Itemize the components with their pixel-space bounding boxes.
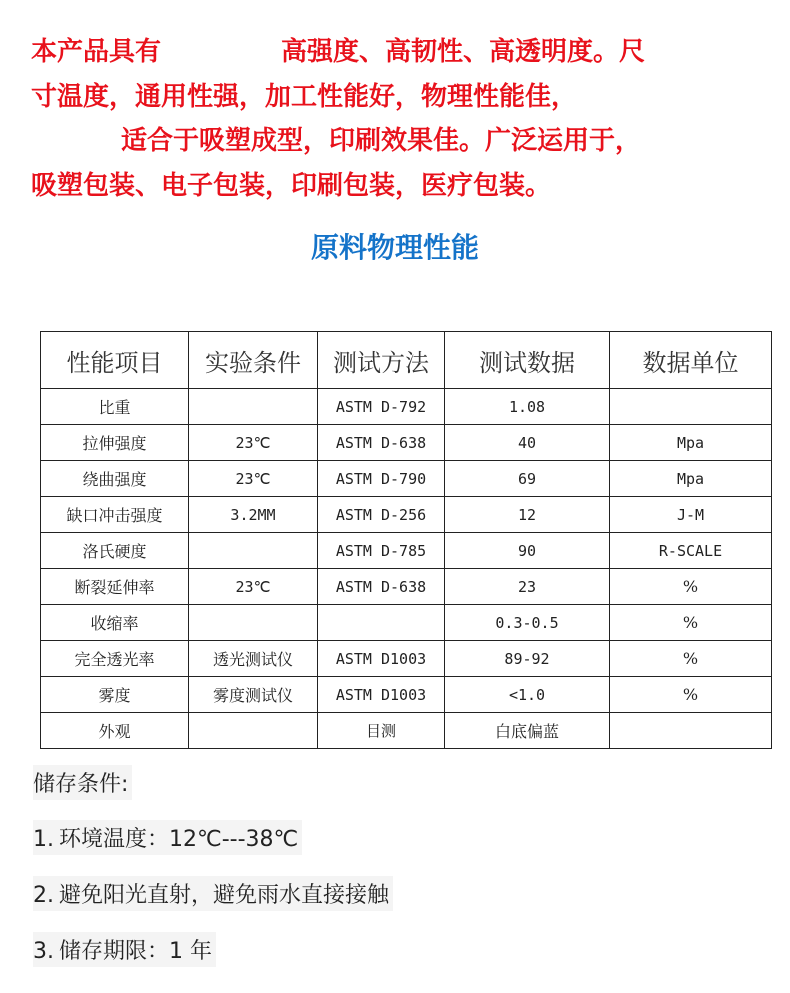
cell-condition: 雾度测试仪: [189, 677, 318, 713]
storage-item-number: 3.: [33, 939, 54, 964]
cell-condition: 3.2MM: [189, 497, 318, 533]
intro-line-3-text: 适合于吸塑成型，印刷效果佳。广泛运用于，: [121, 126, 642, 156]
cell-value: 90: [445, 533, 610, 569]
cell-property: 绕曲强度: [41, 461, 189, 497]
cell-property: 完全透光率: [41, 641, 189, 677]
cell-condition: [189, 713, 318, 749]
cell-method: ASTM D-792: [318, 389, 445, 425]
intro-line-4: 吸塑包装、电子包装，印刷包装，医疗包装。: [31, 170, 552, 201]
storage-item: [33, 820, 302, 855]
storage-item-text: 环境温度：12℃---38℃: [59, 827, 299, 852]
header-property: 性能项目: [41, 332, 189, 389]
cell-condition: 23℃: [189, 569, 318, 605]
cell-value: 白底偏蓝: [445, 713, 610, 749]
cell-unit: Mpa: [610, 461, 772, 497]
table-row: [41, 389, 772, 425]
properties-table: [40, 331, 772, 749]
cell-unit: Mpa: [610, 425, 772, 461]
table-row: [41, 569, 772, 605]
cell-unit: [610, 713, 772, 749]
cell-unit: R-SCALE: [610, 533, 772, 569]
cell-condition: 23℃: [189, 425, 318, 461]
cell-condition: 透光测试仪: [189, 641, 318, 677]
cell-method: [318, 605, 445, 641]
cell-method: ASTM D-638: [318, 569, 445, 605]
cell-value: 1.08: [445, 389, 610, 425]
storage-item-text: 储存期限：1 年: [59, 939, 212, 964]
cell-unit: %: [610, 677, 772, 713]
intro-line-1a: 本产品具有: [31, 37, 162, 67]
section-title: 原料物理性能: [310, 231, 479, 264]
storage-item-number: 2.: [33, 883, 54, 908]
cell-unit: J-M: [610, 497, 772, 533]
cell-unit: %: [610, 641, 772, 677]
cell-condition: 23℃: [189, 461, 318, 497]
storage-item-number: 1.: [33, 827, 54, 852]
cell-value: <1.0: [445, 677, 610, 713]
cell-value: 0.3-0.5: [445, 605, 610, 641]
table-row: [41, 497, 772, 533]
header-condition: 实验条件: [189, 332, 318, 389]
table-header-row: [41, 332, 772, 389]
header-method: 测试方法: [318, 332, 445, 389]
storage-item: [33, 932, 216, 967]
cell-method: ASTM D-638: [318, 425, 445, 461]
cell-property: 缺口冲击强度: [41, 497, 189, 533]
table-row: [41, 605, 772, 641]
cell-value: 89-92: [445, 641, 610, 677]
intro-line-2: 寸温度，通用性强，加工性能好，物理性能佳，: [31, 81, 578, 112]
cell-method: ASTM D1003: [318, 677, 445, 713]
intro-line-1: [31, 30, 771, 75]
table-row: [41, 713, 772, 749]
header-unit: 数据单位: [610, 332, 772, 389]
cell-value: 23: [445, 569, 610, 605]
table-row: [41, 461, 772, 497]
table-row: [41, 425, 772, 461]
cell-method: ASTM D-790: [318, 461, 445, 497]
cell-value: 12: [445, 497, 610, 533]
table-row: [41, 533, 772, 569]
cell-condition: [189, 389, 318, 425]
cell-property: 洛氏硬度: [41, 533, 189, 569]
intro-line-3: [31, 119, 771, 164]
cell-condition: [189, 533, 318, 569]
cell-value: 69: [445, 461, 610, 497]
cell-property: 外观: [41, 713, 189, 749]
cell-method: ASTM D1003: [318, 641, 445, 677]
cell-property: 断裂延伸率: [41, 569, 189, 605]
cell-value: 40: [445, 425, 610, 461]
cell-unit: [610, 389, 772, 425]
storage-title: 储存条件:: [33, 765, 132, 800]
table-row: [41, 677, 772, 713]
cell-property: 比重: [41, 389, 189, 425]
table-row: [41, 641, 772, 677]
cell-method: ASTM D-256: [318, 497, 445, 533]
cell-method: 目测: [318, 713, 445, 749]
cell-condition: [189, 605, 318, 641]
storage-item: [33, 876, 393, 911]
cell-unit: %: [610, 569, 772, 605]
cell-property: 拉伸强度: [41, 425, 189, 461]
cell-method: ASTM D-785: [318, 533, 445, 569]
cell-unit: %: [610, 605, 772, 641]
storage-item-text: 避免阳光直射，避免雨水直接接触: [59, 883, 390, 908]
intro-line-1b: 高强度、高韧性、高透明度。尺: [281, 37, 646, 67]
intro-paragraph: [31, 30, 771, 208]
cell-property: 雾度: [41, 677, 189, 713]
header-value: 测试数据: [445, 332, 610, 389]
cell-property: 收缩率: [41, 605, 189, 641]
